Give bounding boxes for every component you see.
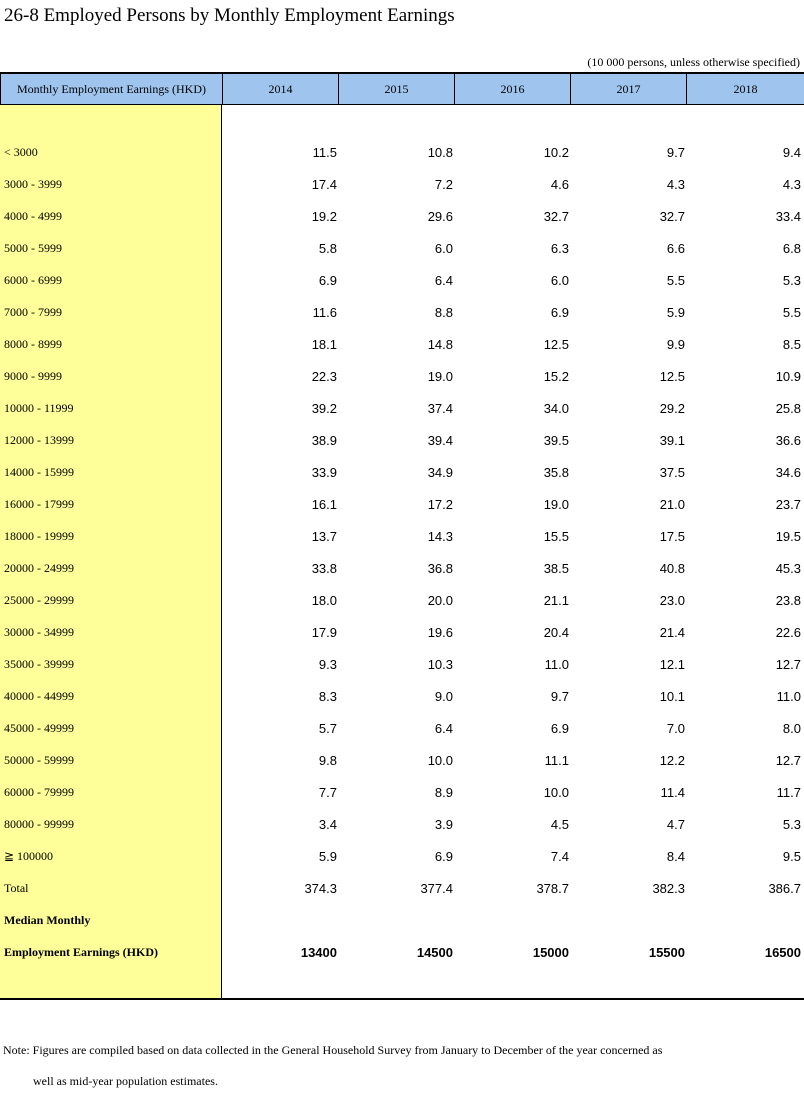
- cell-value: 21.4: [659, 624, 685, 640]
- cell-value: 5.3: [782, 272, 801, 288]
- cell-value: 10.2: [543, 144, 569, 160]
- table-body: [0, 136, 804, 968]
- cell-value: 4.5: [550, 816, 569, 832]
- cell-value: 9.9: [666, 336, 685, 352]
- row-label: Employment Earnings (HKD): [4, 944, 159, 959]
- row-label: 9000 - 9999: [4, 368, 62, 383]
- row-label: Total: [4, 880, 29, 895]
- table-row: [0, 616, 804, 648]
- table-row: [0, 936, 804, 968]
- cell-value: 11.6: [312, 304, 337, 320]
- cell-value: 22.6: [775, 624, 801, 640]
- header-year: 2017: [571, 74, 687, 104]
- cell-value: 3.9: [434, 816, 453, 832]
- cell-value: 12.5: [543, 336, 569, 352]
- row-label: 6000 - 6999: [4, 272, 62, 287]
- table-row: [0, 904, 804, 936]
- cell-value: 5.8: [318, 240, 337, 256]
- cell-value: 5.5: [666, 272, 685, 288]
- cell-value: 18.0: [311, 592, 337, 608]
- cell-value: 6.0: [550, 272, 569, 288]
- table-row: [0, 488, 804, 520]
- cell-value: 12.7: [775, 656, 801, 672]
- cell-value: 33.9: [311, 464, 337, 480]
- cell-value: 19.6: [427, 624, 453, 640]
- cell-value: 5.5: [782, 304, 801, 320]
- cell-value: 18.1: [311, 336, 337, 352]
- table-row: [0, 392, 804, 424]
- cell-value: 8.4: [666, 848, 685, 864]
- cell-value: 14.8: [427, 336, 453, 352]
- cell-value: 9.7: [666, 144, 685, 160]
- cell-value: 6.9: [550, 304, 569, 320]
- cell-value: 39.2: [311, 400, 337, 416]
- cell-value: 8.9: [434, 784, 453, 800]
- cell-value: 29.6: [427, 208, 453, 224]
- cell-value: 377.4: [420, 880, 453, 896]
- cell-value: 36.8: [427, 560, 453, 576]
- cell-value: 19.5: [775, 528, 801, 544]
- cell-value: 32.7: [659, 208, 685, 224]
- cell-value: 11.4: [660, 784, 685, 800]
- cell-value: 34.6: [775, 464, 801, 480]
- cell-value: 19.2: [311, 208, 337, 224]
- table-row: [0, 136, 804, 168]
- cell-value: 10.8: [427, 144, 453, 160]
- table-row: [0, 808, 804, 840]
- row-label: < 3000: [4, 144, 38, 159]
- cell-value: 9.5: [782, 848, 801, 864]
- cell-value: 6.4: [434, 720, 453, 736]
- cell-value: 11.0: [776, 688, 801, 704]
- cell-value: 7.4: [550, 848, 569, 864]
- cell-value: 386.7: [768, 880, 801, 896]
- row-label: 30000 - 34999: [4, 624, 74, 639]
- cell-value: 45.3: [775, 560, 801, 576]
- cell-value: 23.0: [659, 592, 685, 608]
- table-row: [0, 200, 804, 232]
- cell-value: 7.2: [434, 176, 453, 192]
- unit-note: (10 000 persons, unless otherwise specified): [587, 55, 800, 69]
- cell-value: 11.1: [544, 752, 569, 768]
- cell-value: 23.8: [775, 592, 801, 608]
- cell-value: 16.1: [311, 496, 337, 512]
- header-year: 2015: [339, 74, 455, 104]
- cell-value: 34.9: [427, 464, 453, 480]
- cell-value: 8.5: [782, 336, 801, 352]
- cell-value: 8.3: [318, 688, 337, 704]
- cell-value: 16500: [764, 944, 801, 960]
- cell-value: 6.8: [782, 240, 801, 256]
- table-row: [0, 840, 804, 872]
- cell-value: 37.5: [659, 464, 685, 480]
- row-label: 60000 - 79999: [4, 784, 74, 799]
- table-row: [0, 456, 804, 488]
- row-label: 20000 - 24999: [4, 560, 74, 575]
- table-bottom-border: [0, 998, 804, 1000]
- table-row: [0, 360, 804, 392]
- cell-value: 6.4: [434, 272, 453, 288]
- cell-value: 19.0: [543, 496, 569, 512]
- row-label: 35000 - 39999: [4, 656, 74, 671]
- cell-value: 378.7: [536, 880, 569, 896]
- row-label: 12000 - 13999: [4, 432, 74, 447]
- cell-value: 12.2: [659, 752, 685, 768]
- table-row: [0, 584, 804, 616]
- cell-value: 40.8: [659, 560, 685, 576]
- cell-value: 9.8: [318, 752, 337, 768]
- row-label: 18000 - 19999: [4, 528, 74, 543]
- row-label: 40000 - 44999: [4, 688, 74, 703]
- cell-value: 15500: [648, 944, 685, 960]
- cell-value: 15.5: [543, 528, 569, 544]
- cell-value: 4.3: [666, 176, 685, 192]
- cell-value: 4.7: [666, 816, 685, 832]
- cell-value: 21.0: [659, 496, 685, 512]
- cell-value: 17.2: [427, 496, 453, 512]
- cell-value: 12.5: [659, 368, 685, 384]
- cell-value: 10.0: [427, 752, 453, 768]
- cell-value: 39.1: [659, 432, 685, 448]
- cell-value: 35.8: [543, 464, 569, 480]
- cell-value: 17.9: [311, 624, 337, 640]
- table-row: [0, 744, 804, 776]
- footnote-line-2: well as mid-year population estimates.: [33, 1074, 218, 1088]
- cell-value: 10.0: [543, 784, 569, 800]
- cell-value: 15.2: [543, 368, 569, 384]
- row-label: 7000 - 7999: [4, 304, 62, 319]
- cell-value: 32.7: [543, 208, 569, 224]
- cell-value: 20.0: [427, 592, 453, 608]
- row-label: 14000 - 15999: [4, 464, 74, 479]
- cell-value: 5.7: [318, 720, 337, 736]
- row-label: 5000 - 5999: [4, 240, 62, 255]
- row-label: 45000 - 49999: [4, 720, 74, 735]
- cell-value: 8.8: [434, 304, 453, 320]
- cell-value: 6.9: [550, 720, 569, 736]
- cell-value: 12.1: [659, 656, 685, 672]
- cell-value: 33.4: [775, 208, 801, 224]
- row-label: 25000 - 29999: [4, 592, 74, 607]
- cell-value: 14500: [416, 944, 453, 960]
- cell-value: 39.4: [427, 432, 453, 448]
- cell-value: 5.9: [318, 848, 337, 864]
- table-row: [0, 328, 804, 360]
- cell-value: 7.0: [666, 720, 685, 736]
- table-row: [0, 264, 804, 296]
- cell-value: 10.1: [659, 688, 685, 704]
- table-row: [0, 168, 804, 200]
- row-label: Median Monthly: [4, 912, 91, 927]
- cell-value: 10.3: [427, 656, 453, 672]
- cell-value: 39.5: [543, 432, 569, 448]
- cell-value: 382.3: [652, 880, 685, 896]
- cell-value: 33.8: [311, 560, 337, 576]
- cell-value: 21.1: [543, 592, 569, 608]
- cell-value: 20.4: [543, 624, 569, 640]
- cell-value: 4.3: [782, 176, 801, 192]
- table-row: [0, 776, 804, 808]
- cell-value: 29.2: [659, 400, 685, 416]
- table-row: [0, 520, 804, 552]
- cell-value: 14.3: [427, 528, 453, 544]
- cell-value: 12.7: [775, 752, 801, 768]
- table-row: [0, 872, 804, 904]
- header-label: Monthly Employment Earnings (HKD): [0, 74, 223, 104]
- cell-value: 13.7: [311, 528, 337, 544]
- cell-value: 13400: [300, 944, 337, 960]
- row-label: 4000 - 4999: [4, 208, 62, 223]
- page-title: 26-8 Employed Persons by Monthly Employment Earnings: [4, 5, 455, 26]
- table-row: [0, 552, 804, 584]
- row-label: 50000 - 59999: [4, 752, 74, 767]
- row-label: 3000 - 3999: [4, 176, 62, 191]
- table-row: [0, 712, 804, 744]
- table-row: [0, 680, 804, 712]
- cell-value: 10.9: [775, 368, 801, 384]
- table-row: [0, 296, 804, 328]
- footnote-line-1: Note: Figures are compiled based on data collected in the General Household Survey from January to December of the year concerned as: [3, 1043, 663, 1057]
- row-label: 80000 - 99999: [4, 816, 74, 831]
- cell-value: 38.5: [543, 560, 569, 576]
- table-header: [0, 72, 804, 105]
- header-year: 2016: [455, 74, 571, 104]
- cell-value: 22.3: [311, 368, 337, 384]
- cell-value: 9.4: [782, 144, 801, 160]
- cell-value: 7.7: [318, 784, 337, 800]
- cell-value: 5.3: [782, 816, 801, 832]
- cell-value: 23.7: [775, 496, 801, 512]
- cell-value: 6.0: [434, 240, 453, 256]
- cell-value: 9.3: [318, 656, 337, 672]
- cell-value: 8.0: [782, 720, 801, 736]
- header-year: 2018: [687, 74, 804, 104]
- cell-value: 17.5: [659, 528, 685, 544]
- cell-value: 3.4: [318, 816, 337, 832]
- cell-value: 374.3: [304, 880, 337, 896]
- table-row: [0, 232, 804, 264]
- cell-value: 19.0: [427, 368, 453, 384]
- cell-value: 5.9: [666, 304, 685, 320]
- cell-value: 15000: [532, 944, 569, 960]
- cell-value: 17.4: [311, 176, 337, 192]
- cell-value: 6.6: [666, 240, 685, 256]
- cell-value: 9.0: [434, 688, 453, 704]
- row-label: 16000 - 17999: [4, 496, 74, 511]
- table-row: [0, 648, 804, 680]
- cell-value: 36.6: [775, 432, 801, 448]
- cell-value: 34.0: [543, 400, 569, 416]
- cell-value: 4.6: [550, 176, 569, 192]
- cell-value: 37.4: [427, 400, 453, 416]
- cell-value: 6.9: [434, 848, 453, 864]
- header-year: 2014: [223, 74, 339, 104]
- cell-value: 25.8: [775, 400, 801, 416]
- table-row: [0, 424, 804, 456]
- cell-value: 6.3: [550, 240, 569, 256]
- cell-value: 11.7: [776, 784, 801, 800]
- cell-value: 11.5: [312, 144, 337, 160]
- cell-value: 38.9: [311, 432, 337, 448]
- row-label: 8000 - 8999: [4, 336, 62, 351]
- cell-value: 11.0: [544, 656, 569, 672]
- row-label: 10000 - 11999: [4, 400, 74, 415]
- cell-value: 6.9: [318, 272, 337, 288]
- row-label: ≧ 100000: [4, 848, 54, 863]
- cell-value: 9.7: [550, 688, 569, 704]
